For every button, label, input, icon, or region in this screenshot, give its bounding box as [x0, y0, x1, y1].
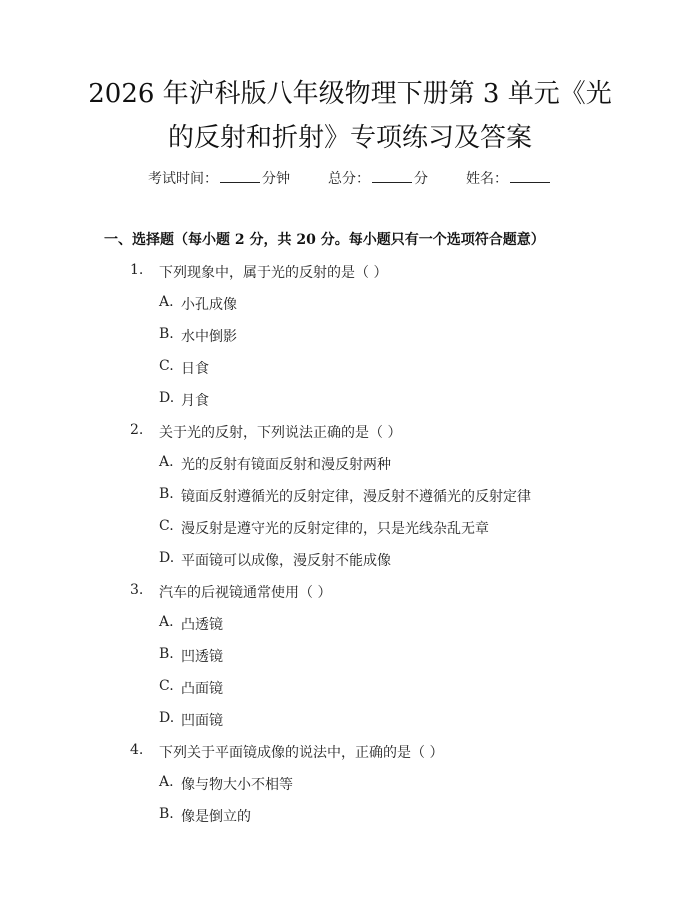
question-4 — [0, 742, 700, 774]
option-text: 凹透镜 — [181, 649, 223, 665]
option-letter: B. — [159, 646, 174, 662]
total-score-unit: 分 — [414, 171, 428, 187]
option-text: 光的反射有镜面反射和漫反射两种 — [181, 457, 391, 473]
answer-option — [0, 550, 700, 582]
exam-time-field — [148, 168, 290, 188]
option-letter: C. — [159, 678, 174, 694]
option-text: 平面镜可以成像，漫反射不能成像 — [181, 553, 391, 569]
answer-option — [0, 710, 700, 742]
answer-option — [0, 518, 700, 550]
answer-option — [0, 614, 700, 646]
question-stem: 下列关于平面镜成像的说法中，正确的是（ ） — [159, 745, 444, 761]
question-list — [0, 262, 700, 838]
answer-option — [0, 390, 700, 422]
option-text: 水中倒影 — [181, 329, 237, 345]
answer-option — [0, 294, 700, 326]
question-stem: 汽车的后视镜通常使用（ ） — [159, 585, 332, 601]
answer-option — [0, 486, 700, 518]
question-stem: 下列现象中，属于光的反射的是（ ） — [159, 265, 388, 281]
total-score-field — [328, 168, 428, 188]
option-letter: B. — [159, 486, 174, 502]
question-number: 4. — [130, 742, 144, 758]
answer-option — [0, 806, 700, 838]
option-letter: C. — [159, 518, 174, 534]
section-heading: 一、选择题（每小题 2 分，共 20 分。每小题只有一个选项符合题意） — [104, 232, 545, 248]
total-score-blank — [372, 168, 412, 183]
exam-time-unit: 分钟 — [262, 171, 290, 187]
option-text: 镜面反射遵循光的反射定律，漫反射不遵循光的反射定律 — [181, 489, 531, 505]
exam-time-blank — [220, 168, 260, 183]
option-letter: D. — [159, 710, 175, 726]
option-text: 漫反射是遵守光的反射定律的，只是光线杂乱无章 — [181, 521, 489, 537]
option-letter: D. — [159, 550, 175, 566]
exam-title — [80, 72, 620, 160]
answer-option — [0, 454, 700, 486]
option-letter: B. — [159, 326, 174, 342]
option-text: 月食 — [181, 393, 209, 409]
question-number: 2. — [130, 422, 144, 438]
option-letter: C. — [159, 358, 174, 374]
option-letter: A. — [159, 454, 174, 470]
student-name-blank — [510, 168, 550, 183]
option-text: 凹面镜 — [181, 713, 223, 729]
option-letter: B. — [159, 806, 174, 822]
answer-option — [0, 646, 700, 678]
exam-meta — [0, 168, 700, 188]
question-2 — [0, 422, 700, 454]
option-letter: A. — [159, 774, 174, 790]
answer-option — [0, 774, 700, 806]
student-name-label: 姓名： — [466, 171, 508, 187]
question-number: 3. — [130, 582, 144, 598]
option-text: 像是倒立的 — [181, 809, 251, 825]
total-score-label: 总分： — [328, 171, 370, 187]
exam-time-label: 考试时间： — [148, 171, 218, 187]
answer-option — [0, 678, 700, 710]
option-text: 小孔成像 — [181, 297, 237, 313]
answer-option — [0, 358, 700, 390]
option-letter: A. — [159, 614, 174, 630]
question-1 — [0, 262, 700, 294]
student-name-field — [466, 168, 552, 188]
option-text: 像与物大小不相等 — [181, 777, 293, 793]
option-text: 凸面镜 — [181, 681, 223, 697]
option-text: 凸透镜 — [181, 617, 223, 633]
option-letter: A. — [159, 294, 174, 310]
answer-option — [0, 326, 700, 358]
question-3 — [0, 582, 700, 614]
question-stem: 关于光的反射，下列说法正确的是（ ） — [159, 425, 402, 441]
option-text: 日食 — [181, 361, 209, 377]
title-line-2: 的反射和折射》专项练习及答案 — [167, 123, 532, 153]
question-number: 1. — [130, 262, 144, 278]
title-line-1: 2026 年沪科版八年级物理下册第 3 单元《光 — [88, 79, 612, 109]
option-letter: D. — [159, 390, 175, 406]
